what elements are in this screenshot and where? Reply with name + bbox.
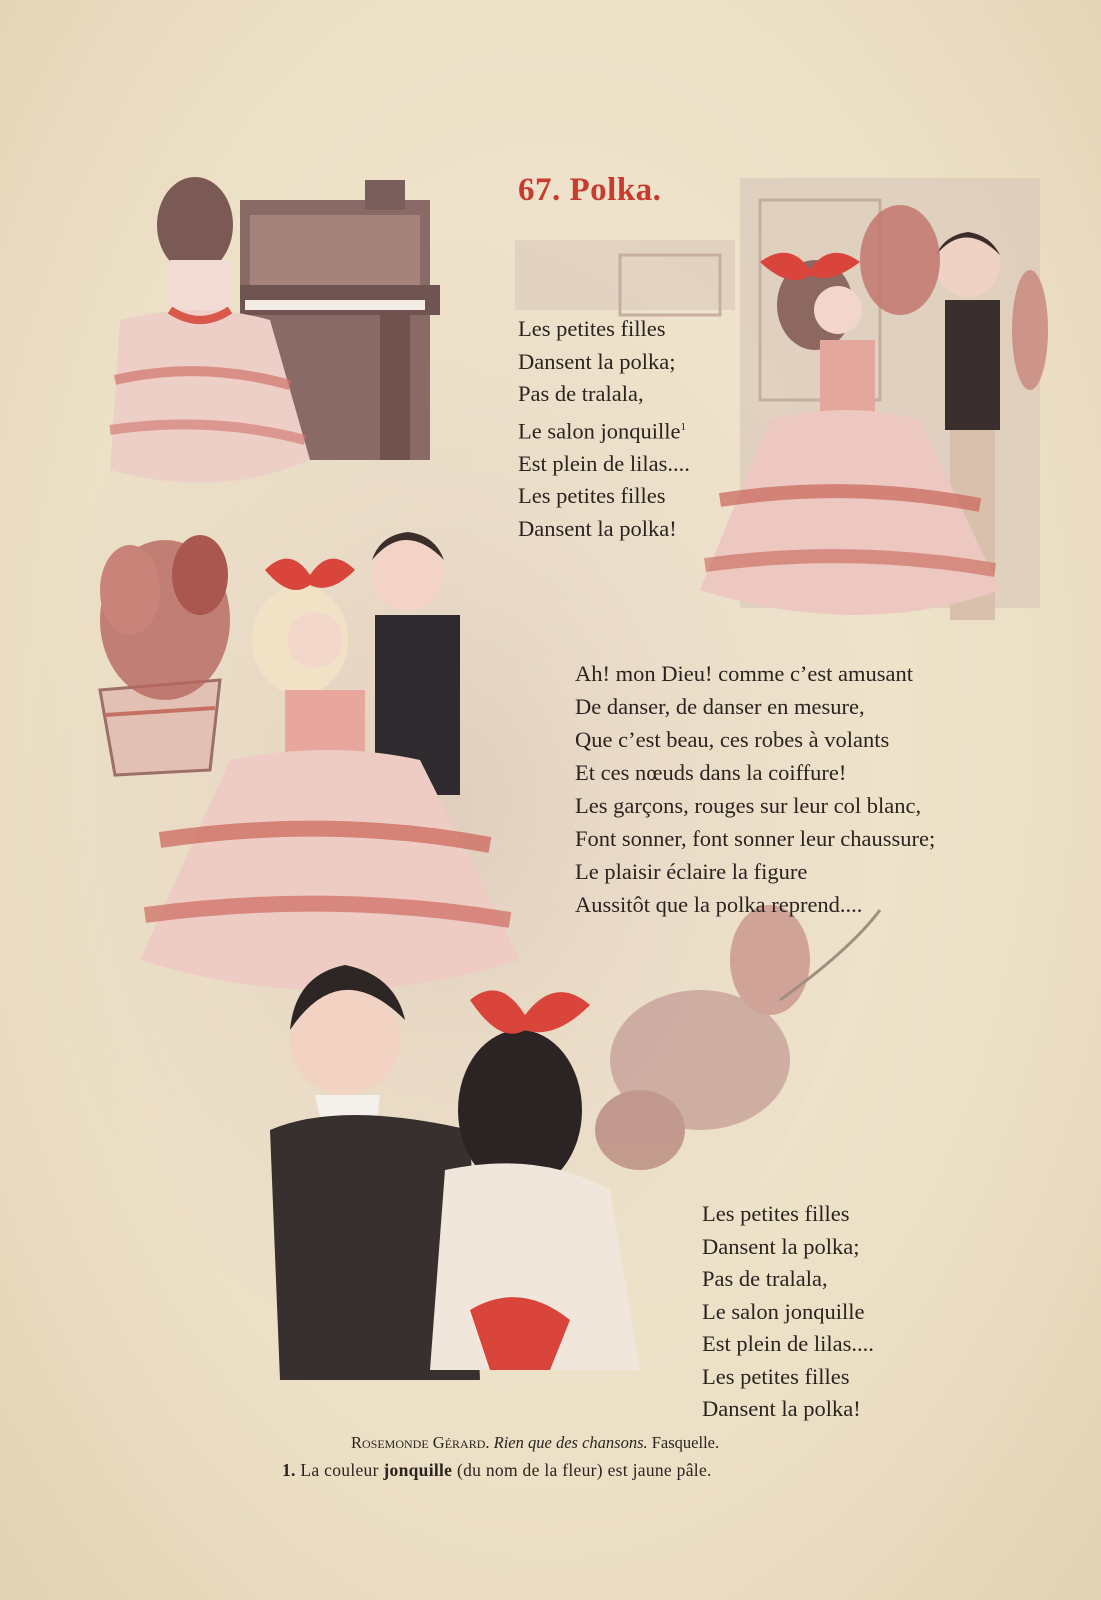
footnote-keyword: jonquille xyxy=(383,1460,453,1480)
verse-line: Dansent la polka! xyxy=(518,515,677,541)
verse-line: Ah! mon Dieu! comme c’est amusant xyxy=(575,661,914,686)
verse-line: Est plein de lilas.... xyxy=(702,1331,874,1356)
verse-line: Les garçons, rouges sur leur col blanc, xyxy=(575,793,922,818)
poem-title: 67. Polka. xyxy=(518,172,662,208)
stanza-3 xyxy=(702,1198,874,1426)
verse-line: Les petites filles xyxy=(702,1363,850,1389)
verse-line: Font sonner, font sonner leur chaussure; xyxy=(575,826,936,851)
verse-line: Pas de tralala, xyxy=(702,1266,828,1291)
credit-author: Rosemonde Gérard. xyxy=(351,1433,490,1452)
verse-text: Le salon jonquille xyxy=(518,418,681,443)
credit-publisher: Fasquelle. xyxy=(651,1433,720,1452)
verse-line xyxy=(518,411,690,448)
footnote-text-after: (du nom de la fleur) est jaune pâle. xyxy=(456,1460,712,1480)
verse-line: Pas de tralala, xyxy=(518,381,644,406)
verse-line: Le salon jonquille xyxy=(702,1298,865,1324)
verse-line: Aussitôt que la polka reprend.... xyxy=(575,892,863,917)
lilac-pot xyxy=(100,535,230,775)
verse-line: Dansent la polka! xyxy=(702,1396,861,1421)
verse-line: Le plaisir éclaire la figure xyxy=(575,859,808,884)
verse-line: Que c’est beau, ces robes à volants xyxy=(575,727,890,752)
verse-line: De danser, de danser en mesure, xyxy=(575,694,865,719)
verse-line: Les petites filles xyxy=(702,1201,850,1226)
stanza-2 xyxy=(575,657,935,921)
verse-line: Les petites filles xyxy=(518,483,666,508)
verse-line: Dansent la polka; xyxy=(518,348,676,374)
footnote xyxy=(282,1460,712,1481)
verse-line: Dansent la polka; xyxy=(702,1233,860,1259)
footnote-mark: 1 xyxy=(680,420,686,433)
footnote-number: 1. xyxy=(282,1460,296,1480)
source-credit xyxy=(351,1433,719,1453)
verse-line: Et ces nœuds dans la coiffure! xyxy=(575,760,847,785)
verse-line: Les petites filles xyxy=(518,316,666,341)
stanza-1 xyxy=(518,313,690,545)
footnote-text-before: La couleur xyxy=(300,1460,379,1480)
credit-book: Rien que des chansons. xyxy=(493,1433,648,1452)
verse-line: Est plein de lilas.... xyxy=(518,450,690,476)
